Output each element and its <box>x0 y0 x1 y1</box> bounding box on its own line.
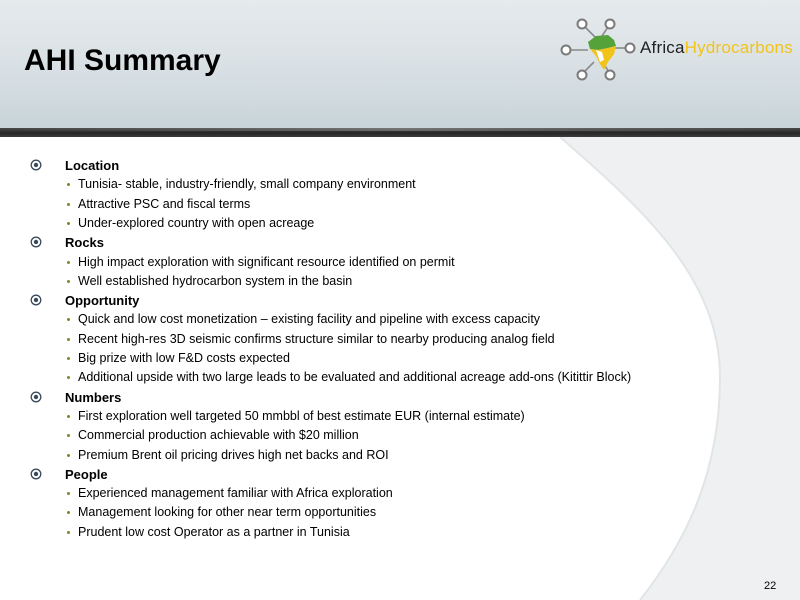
list-item <box>0 214 800 233</box>
item-bullet-icon <box>67 357 70 360</box>
page-number: 22 <box>764 580 777 592</box>
list-item-text: Quick and low cost monetization – existing facility and pipeline with excess capacity <box>78 312 541 327</box>
list-item <box>0 272 800 291</box>
section-label: Rocks <box>65 235 105 251</box>
slide-title: AHI Summary <box>24 44 221 77</box>
item-bullet-icon <box>67 318 70 321</box>
list-item <box>0 484 800 503</box>
item-bullet-icon <box>67 492 70 495</box>
list-item <box>0 349 800 368</box>
company-logo-text <box>640 38 793 58</box>
section-heading <box>0 388 800 407</box>
list-item <box>0 407 800 426</box>
target-bullet-icon <box>30 294 42 306</box>
list-item-text: Recent high-res 3D seismic confirms structure similar to nearby producing analog field <box>78 331 555 346</box>
logo-text-africa: Africa <box>640 38 685 57</box>
list-item-text: First exploration well targeted 50 mmbbl of best estimate EUR (internal estimate) <box>78 408 525 423</box>
target-bullet-icon <box>30 391 42 403</box>
list-item <box>0 446 800 465</box>
list-item-text: Commercial production achievable with $20 million <box>78 428 359 443</box>
list-item <box>0 523 800 542</box>
list-item <box>0 175 800 194</box>
item-bullet-icon <box>67 511 70 514</box>
item-bullet-icon <box>67 376 70 379</box>
section-label: Opportunity <box>65 293 140 309</box>
section-heading <box>0 465 800 484</box>
item-bullet-icon <box>67 338 70 341</box>
list-item-text: Tunisia- stable, industry-friendly, small company environment <box>78 177 416 192</box>
section-label: People <box>65 466 108 482</box>
item-bullet-icon <box>67 454 70 457</box>
section-label: Numbers <box>65 389 122 405</box>
list-item <box>0 503 800 522</box>
header-divider-shine <box>0 128 800 131</box>
section-heading <box>0 156 800 175</box>
list-item-text: Prudent low cost Operator as a partner in Tunisia <box>78 524 350 539</box>
list-item-text: High impact exploration with significant resource identified on permit <box>78 254 455 269</box>
item-bullet-icon <box>67 261 70 264</box>
logo-text-hydrocarbons: Hydrocarbons <box>684 38 793 57</box>
item-bullet-icon <box>67 203 70 206</box>
list-item <box>0 310 800 329</box>
target-bullet-icon <box>30 159 42 171</box>
item-bullet-icon <box>67 222 70 225</box>
item-bullet-icon <box>67 531 70 534</box>
section-heading <box>0 291 800 310</box>
item-bullet-icon <box>67 415 70 418</box>
list-item-text: Experienced management familiar with Africa exploration <box>78 486 393 501</box>
list-item-text: Big prize with low F&D costs expected <box>78 351 290 365</box>
item-bullet-icon <box>67 280 70 283</box>
list-item <box>0 253 800 272</box>
item-bullet-icon <box>67 183 70 186</box>
list-item <box>0 426 800 445</box>
list-item-text: Management looking for other near term opportunities <box>78 505 377 520</box>
list-item <box>0 368 800 387</box>
target-bullet-icon <box>30 468 42 480</box>
list-item-text: Under-explored country with open acreage <box>78 215 315 230</box>
item-bullet-icon <box>67 434 70 437</box>
list-item-text: Well established hydrocarbon system in the basin <box>78 273 353 288</box>
target-bullet-icon <box>30 236 42 248</box>
list-item <box>0 330 800 349</box>
list-item-text: Attractive PSC and fiscal terms <box>78 196 251 211</box>
list-item <box>0 195 800 214</box>
section-label: Location <box>65 158 120 173</box>
list-item-text: Additional upside with two large leads to be evaluated and additional acreage add-ons (Kitittir Block) <box>78 370 632 385</box>
section-heading <box>0 233 800 252</box>
list-item-text: Premium Brent oil pricing drives high net backs and ROI <box>78 447 389 462</box>
